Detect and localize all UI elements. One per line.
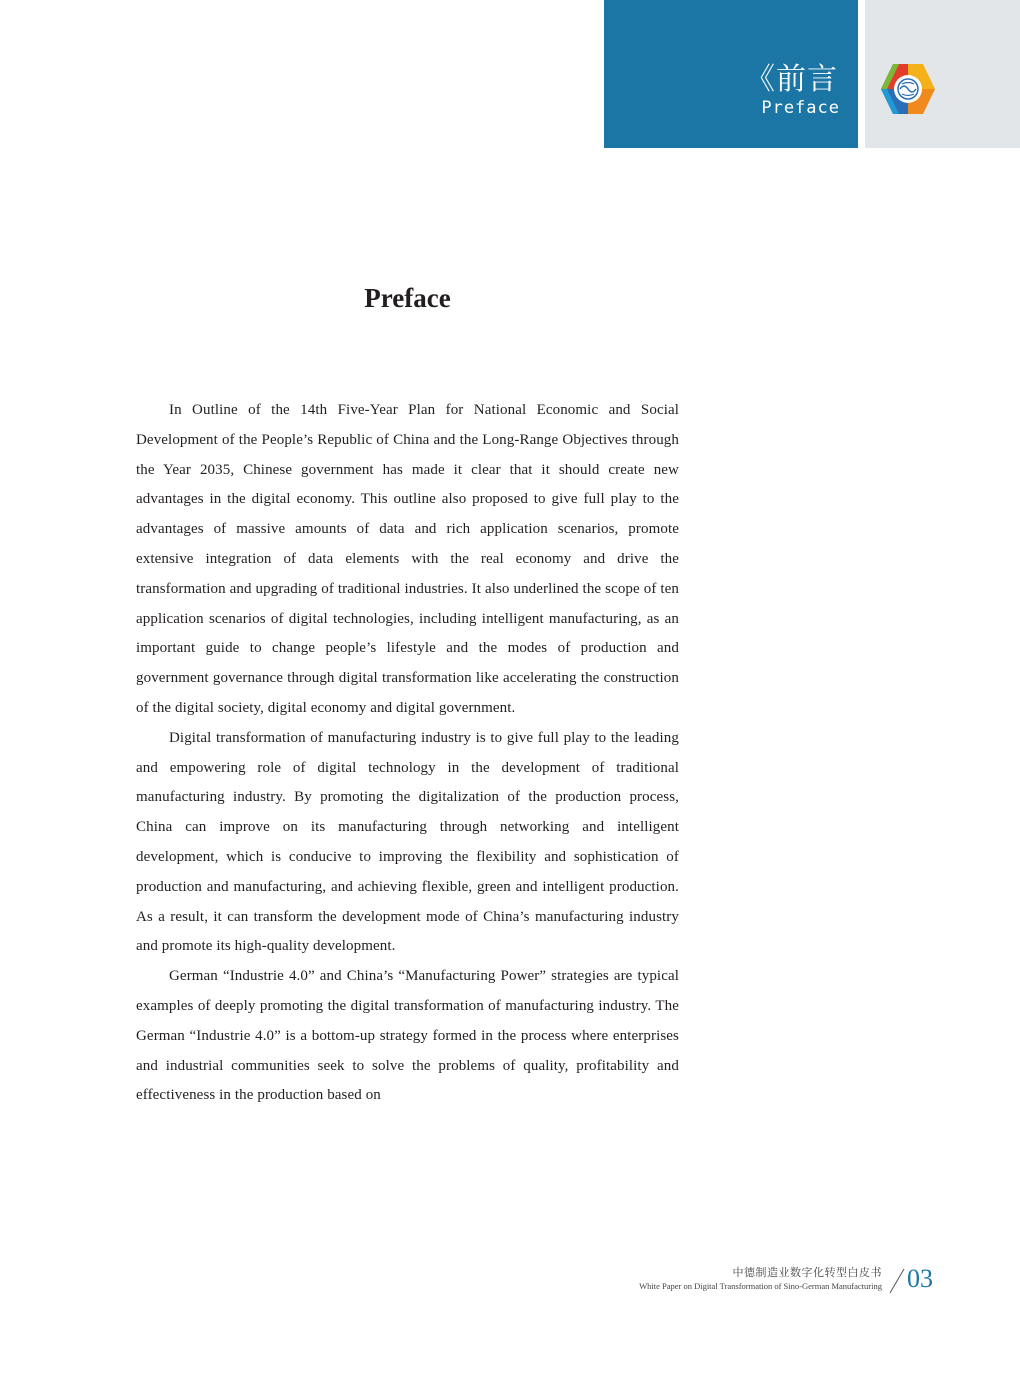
footer bbox=[639, 1266, 882, 1292]
page-number: 03 bbox=[907, 1264, 933, 1293]
section-title-cn: 《前言 bbox=[745, 62, 838, 97]
section-title-en: Preface bbox=[761, 98, 840, 118]
page-title: Preface bbox=[364, 283, 451, 313]
footer-title-en: White Paper on Digital Transformation of Sino-German Manufacturing bbox=[639, 1281, 882, 1291]
paragraph: German “Industrie 4.0” and China’s “Manufacturing Power” strategies are typical examples of deeply promoting the digital transformation of manufacturing industry. The German “Industrie 4.0” is a bottom-up strategy formed in the process where enterprises and industrial communities seek to solve the problems of quality, profitability and effectiveness in the production based on bbox=[136, 968, 679, 1104]
hexagon-logo-icon bbox=[879, 62, 937, 116]
body-text bbox=[136, 396, 679, 1111]
section-header-tab bbox=[604, 0, 858, 148]
logo-panel bbox=[865, 0, 1020, 148]
paragraph: In Outline of the 14th Five-Year Plan for National Economic and Social Development of the People’s Republic of China and the Long-Range Objectives through the Year 2035, Chinese government has made it clear that it should create new advantages in the digital economy. This outline also proposed to give full play to the advantages of massive amounts of data and rich application scenarios, promote extensive integration of data elements with the real economy and drive the transformation and upgrading of traditional industries. It also underlined the scope of ten application scenarios of digital technologies, including intelligent manufacturing, as an important guide to change people’s lifestyle and the modes of production and government governance through digital transformation like accelerating the construction of the digital society, digital economy and digital government. bbox=[136, 402, 679, 716]
paragraph: Digital transformation of manufacturing industry is to give full play to the leading and empowering role of digital technology in the development of traditional manufacturing industry. By promoting the digitalization of the production process, China can improve on its manufacturing through networking and intelligent development, which is conducive to improving the flexibility and sophistication of production and manufacturing, and achieving flexible, green and intelligent production. As a result, it can transform the development mode of China’s manufacturing industry and promote its high-quality development. bbox=[136, 729, 679, 955]
footer-title-cn: 中德制造业数字化转型白皮书 bbox=[732, 1266, 882, 1279]
footer-slash-divider bbox=[887, 1268, 907, 1294]
